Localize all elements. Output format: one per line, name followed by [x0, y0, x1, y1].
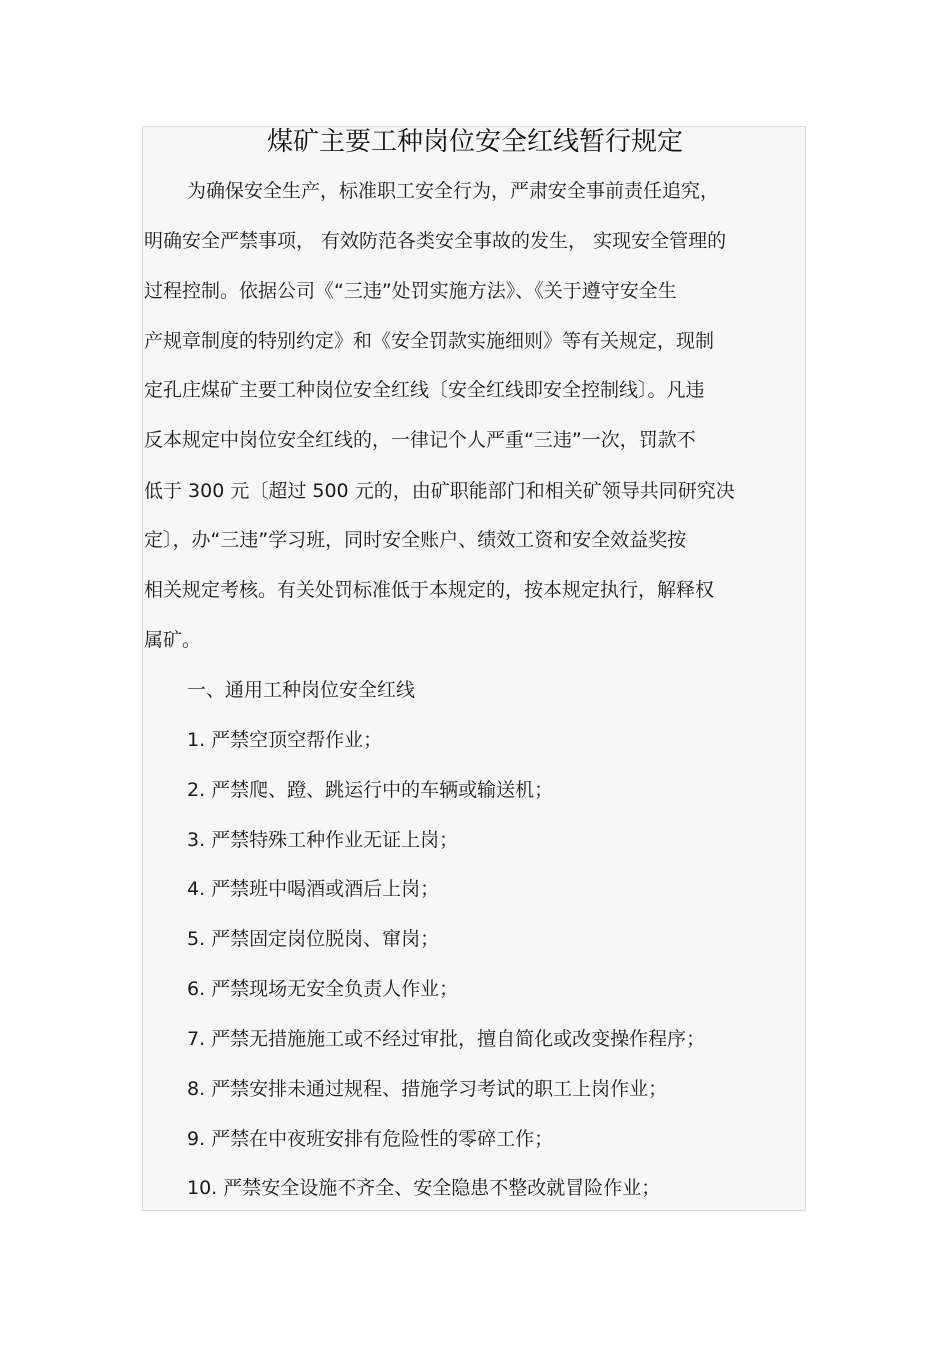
paragraph-line: 反本规定中岗位安全红线的，一律记个人严重“三违”一次，罚款不 — [144, 429, 696, 451]
rule-item: 5. 严禁固定岗位脱岗、窜岗； — [187, 928, 440, 950]
rule-item: 6. 严禁现场无安全负责人作业； — [187, 978, 459, 1000]
rule-item: 10. 严禁安全设施不齐全、安全隐患不整改就冒险作业； — [187, 1177, 661, 1199]
rule-item: 7. 严禁无措施施工或不经过审批，擅自简化或改变操作程序； — [187, 1028, 706, 1050]
document-title: 煤矿主要工种岗位安全红线暂行规定 — [266, 127, 683, 157]
rule-item: 2. 严禁爬、蹬、跳运行中的车辆或输送机； — [187, 779, 554, 801]
paragraph-line: 定孔庄煤矿主要工种岗位安全红线〔安全红线即安全控制线〕。凡违 — [144, 379, 705, 401]
rule-item: 4. 严禁班中喝酒或酒后上岗； — [187, 878, 440, 900]
paragraph-line: 低于 300 元〔超过 500 元的，由矿职能部门和相关矿领导共同研究决 — [144, 480, 735, 502]
rule-item: 3. 严禁特殊工种作业无证上岗； — [187, 829, 459, 851]
rule-item: 1. 严禁空顶空帮作业； — [187, 729, 383, 751]
paragraph-line: 为确保安全生产，标准职工安全行为，严肃安全事前责任追究， — [187, 180, 720, 202]
rule-item: 8. 严禁安排未通过规程、措施学习考试的职工上岗作业； — [187, 1078, 668, 1100]
paragraph-line: 过程控制。依据公司《“三违”处罚实施方法》、《关于遵守安全生 — [144, 280, 677, 302]
paragraph-line: 明确安全严禁事项， 有效防范各类安全事故的发生， 实现安全管理的 — [144, 230, 727, 252]
paragraph-line: 属矿。 — [144, 629, 202, 651]
paragraph-line: 定〕，办“三违”学习班，同时安全账户、绩效工资和安全效益奖按 — [144, 529, 687, 551]
rule-item: 9. 严禁在中夜班安排有危险性的零碎工作； — [187, 1128, 554, 1150]
paragraph-line: 相关规定考核。有关处罚标准低于本规定的，按本规定执行，解释权 — [144, 579, 715, 601]
paragraph-line: 产规章制度的特别约定》和《安全罚款实施细则》等有关规定，现制 — [144, 330, 715, 352]
section-heading: 一、通用工种岗位安全红线 — [187, 679, 416, 701]
